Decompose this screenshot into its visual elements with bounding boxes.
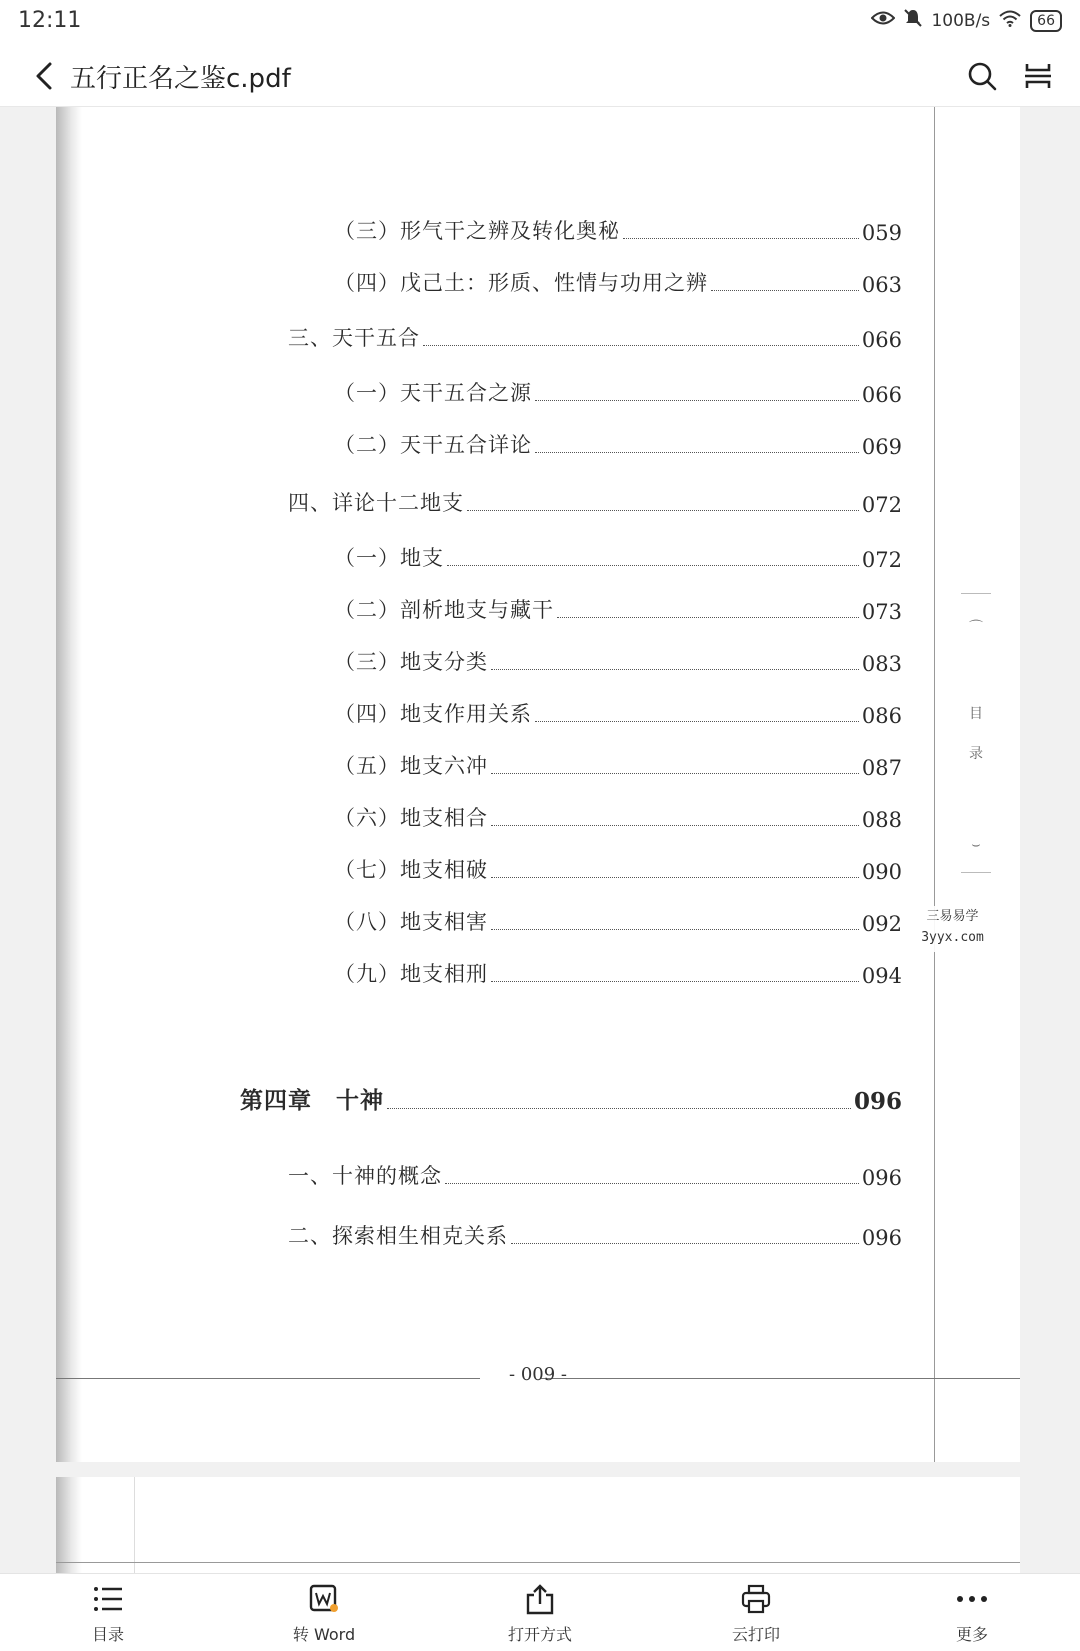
toolbar-label: 打开方式 [507, 1625, 572, 1644]
title-bar [0, 46, 1080, 107]
toc-leader-dots [711, 290, 859, 291]
toc-entry[interactable] [334, 698, 902, 728]
toc-leader-dots [491, 877, 859, 878]
side-ornament-bottom: ⌣ [971, 837, 981, 853]
toc-leader-dots [535, 400, 859, 401]
toc-leader-dots [491, 981, 859, 982]
toc-entry-page: 063 [861, 273, 902, 297]
toc-entry-page: 096 [853, 1088, 902, 1115]
document-title: 五行正名之鉴c.pdf [70, 64, 291, 94]
toc-entry-label: 第四章 十神 [240, 1087, 384, 1114]
toc-entry[interactable] [288, 487, 902, 517]
toc-entry-label: （二）剖析地支与藏干 [334, 598, 554, 622]
toc-entry-label: （七）地支相破 [334, 858, 488, 882]
cloud-print-button[interactable] [696, 1580, 816, 1648]
toc-leader-dots [491, 669, 859, 670]
toc-entry-label: 二、探索相生相克关系 [288, 1224, 508, 1248]
list-icon [93, 1580, 123, 1618]
toc-entry-page: 090 [861, 860, 902, 884]
toc-entry-label: （一）天干五合之源 [334, 381, 532, 405]
watermark-line2: 3yyx.com [921, 930, 984, 945]
word-convert-icon [309, 1580, 339, 1618]
toc-entry-label: 三、天干五合 [288, 326, 420, 350]
toc-leader-dots [387, 1108, 851, 1109]
convert-word-button[interactable] [264, 1580, 384, 1648]
chevron-left-icon [33, 61, 55, 91]
next-pdf-page [56, 1477, 1020, 1573]
toc-entry-page: 069 [861, 435, 902, 459]
toolbar-label: 更多 [955, 1625, 988, 1644]
back-button[interactable] [24, 56, 64, 96]
toc-entry-label: （四）地支作用关系 [334, 702, 532, 726]
toc-entry-page: 059 [861, 221, 902, 245]
toc-entry-label: （九）地支相刑 [334, 962, 488, 986]
toc-leader-dots [491, 929, 859, 930]
side-ornament-top: ⌒ [969, 620, 983, 636]
toc-entry[interactable] [288, 322, 902, 352]
toc-entry-page: 092 [861, 912, 902, 936]
status-bar [0, 0, 1080, 46]
toc-entry[interactable] [334, 802, 902, 832]
toc-entry[interactable] [240, 1082, 902, 1115]
inner-rule [134, 1477, 135, 1573]
toc-entry[interactable] [334, 750, 902, 780]
toc-entry-label: 四、详论十二地支 [288, 491, 464, 515]
toc-entry-page: 066 [861, 383, 902, 407]
net-speed: 100B/s [931, 10, 991, 31]
toc-entry-label: （三）地支分类 [334, 650, 488, 674]
toc-entry-label: （三）形气干之辨及转化奥秘 [334, 219, 620, 243]
mute-bell-icon [903, 8, 923, 33]
toolbar-label: 目录 [91, 1625, 124, 1644]
status-time: 12:11 [18, 8, 82, 33]
toc-entry[interactable] [334, 594, 902, 624]
more-button[interactable] [912, 1580, 1032, 1648]
open-with-button[interactable] [480, 1580, 600, 1648]
toc-entry-label: （五）地支六冲 [334, 754, 488, 778]
toc-entry[interactable] [334, 646, 902, 676]
pdf-page [56, 107, 1020, 1462]
toc-entry-page: 087 [861, 756, 902, 780]
toc-entry[interactable] [334, 377, 902, 407]
side-mark-lu: 录 [969, 746, 983, 762]
toc-entry-page: 096 [861, 1226, 902, 1250]
toc-entry[interactable] [288, 1220, 902, 1250]
bottom-rule [56, 1562, 1020, 1563]
bottom-toolbar [0, 1573, 1080, 1651]
toc-entry[interactable] [334, 906, 902, 936]
toc-entry-page: 096 [861, 1166, 902, 1190]
toc-entry-page: 088 [861, 808, 902, 832]
status-icons [871, 8, 1062, 33]
toc-leader-dots [445, 1183, 859, 1184]
pdf-viewer[interactable] [0, 107, 1080, 1573]
search-icon [967, 61, 997, 91]
toc-leader-dots [423, 345, 859, 346]
toc-entry-label: 一、十神的概念 [288, 1164, 442, 1188]
toc-leader-dots [467, 510, 859, 511]
toc-entry-page: 066 [861, 328, 902, 352]
wifi-icon [998, 9, 1022, 32]
toc-entry-page: 072 [861, 493, 902, 517]
side-ornament-line [961, 872, 991, 873]
watermark [905, 906, 1000, 952]
toc-entry-label: （二）天干五合详论 [334, 433, 532, 457]
watermark-line1: 三易易学 [926, 909, 979, 924]
toc-leader-dots [491, 825, 859, 826]
page-number: - 009 - [509, 1364, 567, 1385]
toc-entry-page: 086 [861, 704, 902, 728]
toc-entry-page: 072 [861, 548, 902, 572]
printer-icon [741, 1580, 771, 1618]
toc-entry[interactable] [288, 1160, 902, 1190]
toc-entry-page: 083 [861, 652, 902, 676]
toc-entry-page: 094 [861, 964, 902, 988]
toc-entry[interactable] [334, 267, 902, 297]
toc-entry[interactable] [334, 215, 902, 245]
toc-entry-label: （四）戊己土：形质、性情与功用之辨 [334, 271, 708, 295]
toc-leader-dots [535, 721, 859, 722]
toc-leader-dots [623, 238, 859, 239]
toc-leader-dots [535, 452, 859, 453]
toc-leader-dots [491, 773, 859, 774]
page-gutter-shadow [56, 107, 82, 1462]
page-mode-icon [1024, 62, 1052, 90]
side-mark-mu: 目 [969, 706, 983, 722]
page-gutter-shadow [56, 1477, 82, 1573]
reading-mode-button[interactable] [1018, 56, 1058, 96]
toc-button[interactable] [48, 1580, 168, 1648]
toc-leader-dots [557, 617, 859, 618]
toolbar-label: 转 Word [292, 1625, 356, 1644]
margin-rule [934, 107, 935, 1462]
toc-entry[interactable] [334, 958, 902, 988]
more-icon [956, 1580, 988, 1618]
toolbar-label: 云打印 [731, 1625, 780, 1644]
side-ornament-line [961, 593, 991, 594]
toc-leader-dots [447, 565, 859, 566]
search-button[interactable] [962, 56, 1002, 96]
toc-entry-label: （八）地支相害 [334, 910, 488, 934]
toc-entry-page: 073 [861, 600, 902, 624]
toc-entry-label: （一）地支 [334, 546, 444, 570]
eye-icon [871, 10, 895, 31]
toc-entry[interactable] [334, 542, 902, 572]
toc-entry-label: （六）地支相合 [334, 806, 488, 830]
toc-entry[interactable] [334, 854, 902, 884]
toc-entry[interactable] [334, 429, 902, 459]
share-icon [525, 1580, 555, 1618]
toc-leader-dots [511, 1243, 859, 1244]
battery-indicator: 66 [1030, 10, 1062, 32]
